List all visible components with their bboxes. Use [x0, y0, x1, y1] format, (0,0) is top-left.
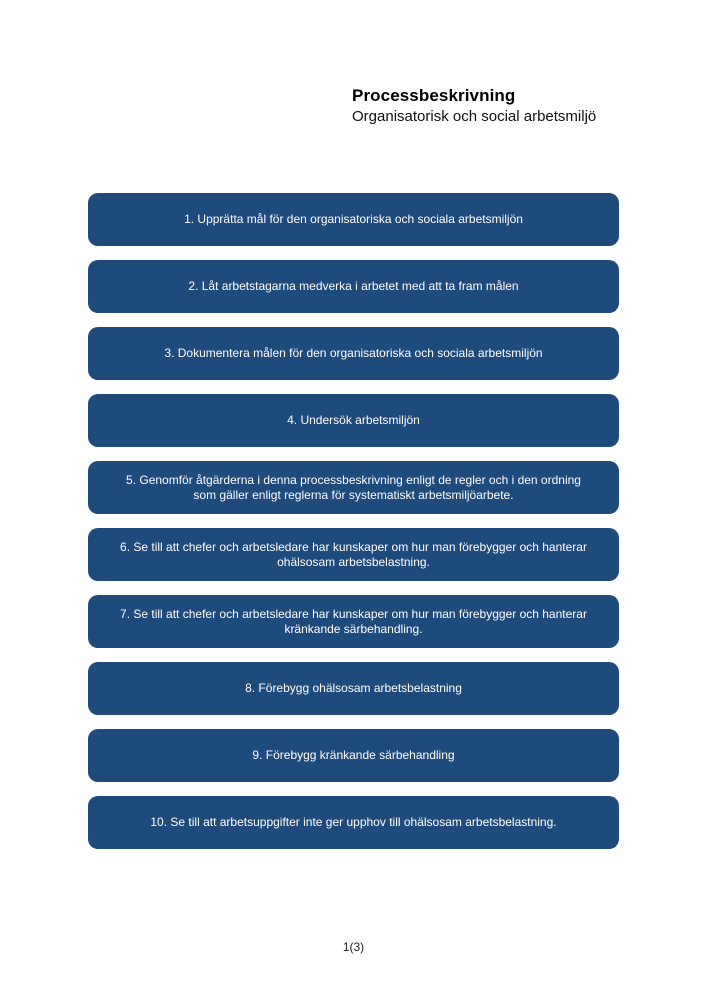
page-title: Processbeskrivning [352, 86, 516, 105]
process-step-label: 2. Låt arbetstagarna medverka i arbetet med att ta fram målen [188, 279, 519, 293]
process-step-box [88, 796, 619, 849]
process-step-label: 3. Dokumentera målen för den organisatoriska och sociala arbetsmiljön [164, 346, 543, 360]
process-step-box [88, 729, 619, 782]
process-step-box [88, 595, 619, 648]
process-step-label: 7. Se till att chefer och arbetsledare har kunskaper om hur man förebygger och hanterar kränkande särbehandling. [120, 606, 587, 636]
process-step-box [88, 260, 619, 313]
process-steps-list [88, 193, 619, 863]
document-header [352, 86, 672, 125]
process-step-label: 8. Förebygg ohälsosam arbetsbelastning [245, 681, 462, 695]
process-step-box [88, 528, 619, 581]
process-step-label: 4. Undersök arbetsmiljön [287, 413, 420, 427]
process-step-box [88, 662, 619, 715]
page-number: 1(3) [342, 940, 365, 954]
process-step-label: 1. Upprätta mål för den organisatoriska och sociala arbetsmiljön [184, 212, 523, 226]
process-step-box [88, 327, 619, 380]
process-step-box [88, 394, 619, 447]
process-step-label: 6. Se till att chefer och arbetsledare har kunskaper om hur man förebygger och hanterar ohälsosam arbetsbelastning. [120, 539, 587, 569]
process-step-box [88, 193, 619, 246]
process-step-label: 10. Se till att arbetsuppgifter inte ger upphov till ohälsosam arbetsbelastning. [150, 815, 557, 829]
process-step-label: 5. Genomför åtgärderna i denna processbeskrivning enligt de regler och i den ordning som gäller enligt reglerna för systematiskt arbetsmiljöarbete. [126, 472, 581, 502]
process-step-box [88, 461, 619, 514]
process-step-label: 9. Förebygg kränkande särbehandling [252, 748, 455, 762]
page-subtitle: Organisatorisk och social arbetsmiljö [352, 108, 597, 125]
